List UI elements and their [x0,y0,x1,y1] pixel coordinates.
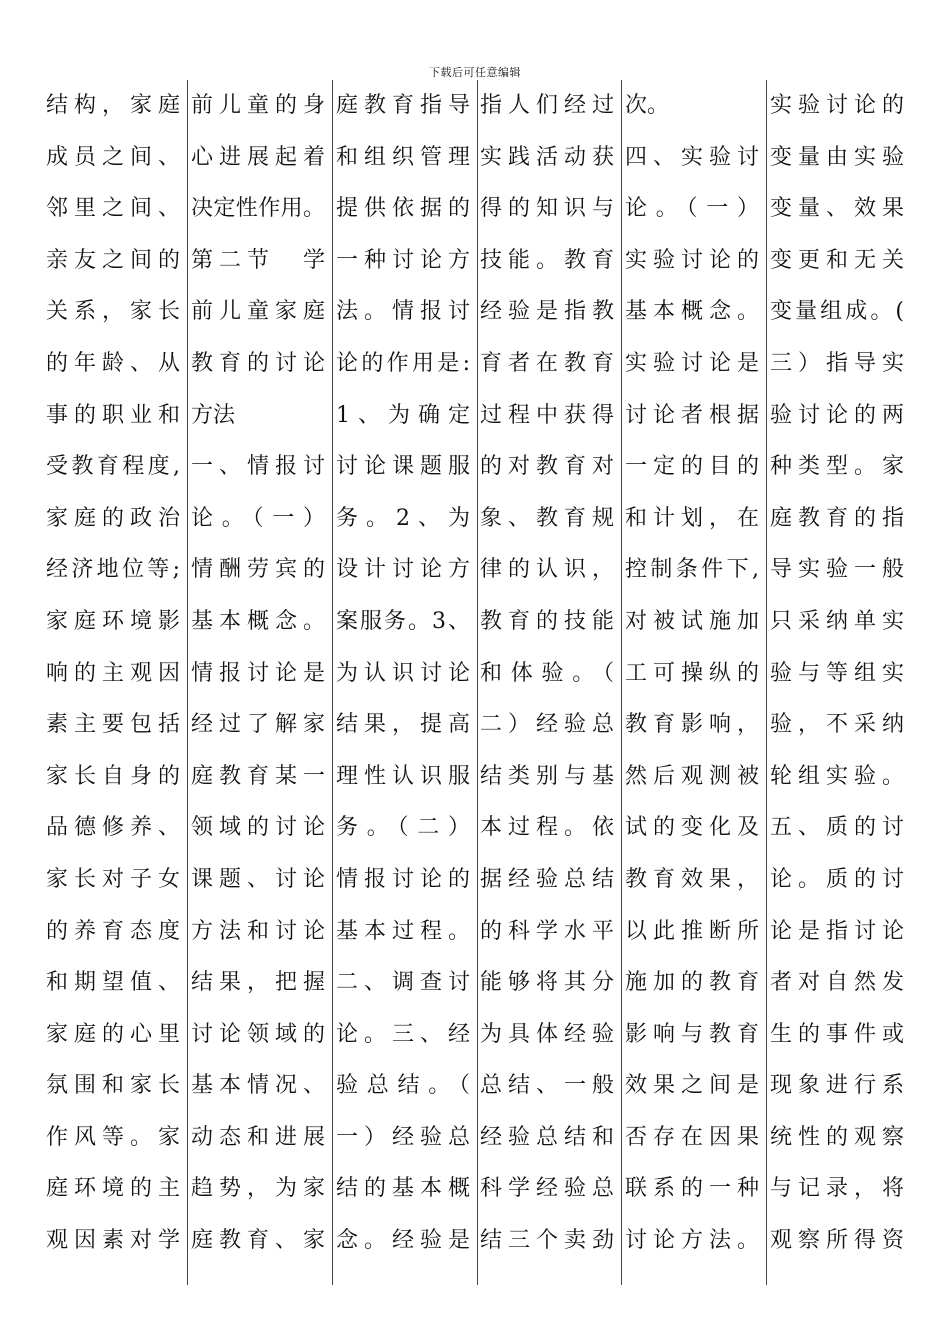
column-line: 试的变化及 [625,815,759,841]
column-line: 一、情报讨 [191,454,325,480]
column-line: 方法 [191,402,236,428]
column-line: 者对自然发 [770,970,904,996]
column-line: 务。2、为 [336,505,470,531]
column-line: 导实验一般 [770,557,904,583]
column-line: 指人们经过 [480,93,614,118]
column-line: 响的主观因 [46,660,180,686]
column-line: 影响与教育 [625,1021,759,1047]
column-line: 一种讨论方 [336,247,470,273]
column-line: 实践活动获 [480,144,614,170]
column-line: 教育的技能 [480,608,614,634]
column-line: 讨论方法。 [625,1228,759,1254]
column-line: 情报讨论的 [336,866,470,892]
column-line: 次。 [625,93,670,118]
column-line: 以此推断所 [625,918,759,944]
column-line: 亲友之间的 [46,247,180,273]
column-line: 第二节 学 [191,247,325,273]
column-line: 论。三、经 [336,1021,470,1047]
column-line: 趋势，为家 [191,1176,325,1202]
column-line: 受教育程度, [46,454,180,480]
column-line: 为认识讨论 [336,660,470,686]
column-line: 领域的讨论 [191,815,325,841]
text-column-4 [480,80,622,1285]
column-line: 经过了解家 [191,712,325,738]
column-line: 论的作用是: [336,350,470,376]
column-line: 和体验。（ [480,660,614,686]
column-line: 得的知识与 [480,196,614,222]
column-line: 庭教育的指 [770,505,904,531]
column-line: 成员之间、 [46,144,180,170]
column-line: 只采纳单实 [770,608,904,634]
column-line: 方法和讨论 [191,918,325,944]
column-line: 本过程。依 [480,815,614,841]
column-line: 讨论课题服 [336,454,470,480]
column-line: 对被试施加 [625,608,759,634]
column-line: 经济地位等; [46,557,180,583]
column-line: 为具体经验 [480,1021,614,1047]
column-line: 的年龄、从 [46,350,180,376]
column-line: 技能。教育 [480,247,614,273]
column-line: 种类型。家 [770,454,904,480]
column-line: 邻里之间、 [46,196,180,222]
column-line: 庭教育、家 [191,1228,325,1254]
column-line: 结构，家庭 [46,93,180,118]
column-line: 据经验总结 [480,866,614,892]
column-line: 结类别与基 [480,763,614,789]
column-line: 变更和无关 [770,247,904,273]
column-line: 心进展起着 [191,144,325,170]
column-line: 提供依据的 [336,196,470,222]
column-line: 论。质的讨 [770,866,904,892]
column-line: 家庭环境影 [46,608,180,634]
column-line: 五、质的讨 [770,815,904,841]
column-line: 1、为确定 [336,402,470,428]
column-line: 家庭的政治 [46,505,180,531]
column-line: 决定性作用。 [191,196,325,222]
column-line: 然后观测被 [625,763,759,789]
column-line: 教育影响， [625,712,759,738]
column-line: 的养育态度 [46,918,180,944]
column-line: 念。经验是 [336,1228,470,1254]
column-line: 结的基本概 [336,1176,470,1202]
text-columns [46,80,918,1285]
column-line: 能够将其分 [480,970,614,996]
column-line: 论。（一） [625,196,759,222]
column-line: 事的职业和 [46,402,180,428]
column-line: 讨论者根据 [625,402,759,428]
column-line: 一）经验总 [336,1124,470,1150]
column-line: 变量组成。( [770,299,904,325]
column-line: 生的事件或 [770,1021,904,1047]
column-line: 实验讨论是 [625,350,759,376]
column-line: 设计讨论方 [336,557,470,583]
column-line: 理性认识服 [336,763,470,789]
column-line: 作风等。家 [46,1124,180,1150]
column-line: 变量、效果 [770,196,904,222]
column-line: 基本过程。 [336,918,470,944]
column-line: 观察所得资 [770,1228,904,1254]
column-line: 家长对子女 [46,866,180,892]
column-line: 氛围和家长 [46,1073,180,1099]
column-line: 基本概念。 [191,608,325,634]
column-line: 案服务。3、 [336,608,470,634]
column-line: 施加的教育 [625,970,759,996]
column-line: 庭环境的主 [46,1176,180,1202]
column-line: 律的认识， [480,557,614,583]
column-line: 的科学水平 [480,918,614,944]
column-line: 验总结。（ [336,1073,470,1099]
column-line: 论。（一） [191,505,325,531]
column-line: 一定的目的 [625,454,759,480]
column-line: 三）指导实 [770,350,904,376]
column-line: 和组织管理 [336,144,470,170]
column-line: 教育的讨论 [191,350,325,376]
column-line: 二）经验总 [480,712,614,738]
column-line: 总结、一般 [480,1073,614,1099]
column-line: 情酬劳宾的 [191,557,325,583]
column-line: 基本情况、 [191,1073,325,1099]
text-column-3 [336,80,478,1285]
column-line: 家庭的心里 [46,1021,180,1047]
column-line: 关系，家长 [46,299,180,325]
column-line: 二、调查讨 [336,970,470,996]
column-line: 前儿童的身 [191,93,325,118]
column-line: 教育效果， [625,866,759,892]
column-line: 论是指讨论 [770,918,904,944]
column-line: 与记录，将 [770,1176,904,1202]
column-line: 课题、讨论 [191,866,325,892]
column-line: 讨论领域的 [191,1021,325,1047]
column-line: 科学经验总 [480,1176,614,1202]
column-line: 四、实验讨 [625,144,759,170]
column-line: 基本概念。 [625,299,759,325]
text-column-1 [46,80,188,1285]
column-line: 否存在因果 [625,1124,759,1150]
column-line: 和计划，在 [625,505,759,531]
column-line: 联系的一种 [625,1176,759,1202]
column-line: 实验讨论的 [625,247,759,273]
column-line: 庭教育某一 [191,763,325,789]
column-line: 素主要包括 [46,712,180,738]
page-header-note: 下载后可任意编辑 [429,66,521,79]
column-line: 过程中获得 [480,402,614,428]
column-line: 结果，把握 [191,970,325,996]
column-line: 家长自身的 [46,763,180,789]
column-line: 现象进行系 [770,1073,904,1099]
column-line: 实验讨论的 [770,93,904,118]
column-line: 验与等组实 [770,660,904,686]
column-line: 务。（二） [336,815,470,841]
column-line: 动态和进展 [191,1124,325,1150]
column-line: 和期望值、 [46,970,180,996]
column-line: 前儿童家庭 [191,299,325,325]
text-column-5 [625,80,767,1285]
text-column-6 [770,80,912,1285]
column-line: 法。情报讨 [336,299,470,325]
column-line: 情报讨论是 [191,660,325,686]
column-line: 验，不采纳 [770,712,904,738]
column-line: 象、教育规 [480,505,614,531]
column-line: 观因素对学 [46,1228,180,1254]
column-line: 结果，提高 [336,712,470,738]
column-line: 品德修养、 [46,815,180,841]
column-line: 育者在教育 [480,350,614,376]
column-line: 变量由实验 [770,144,904,170]
column-line: 验讨论的两 [770,402,904,428]
column-line: 的对教育对 [480,454,614,480]
text-column-2 [191,80,333,1285]
column-line: 工可操纵的 [625,660,759,686]
column-line: 轮组实验。 [770,763,904,789]
column-line: 经验是指教 [480,299,614,325]
column-line: 效果之间是 [625,1073,759,1099]
column-line: 控制条件下, [625,557,759,583]
column-line: 庭教育指导 [336,93,470,118]
column-line: 结三个卖劲 [480,1228,614,1254]
column-line: 统性的观察 [770,1124,904,1150]
column-line: 经验总结和 [480,1124,614,1150]
